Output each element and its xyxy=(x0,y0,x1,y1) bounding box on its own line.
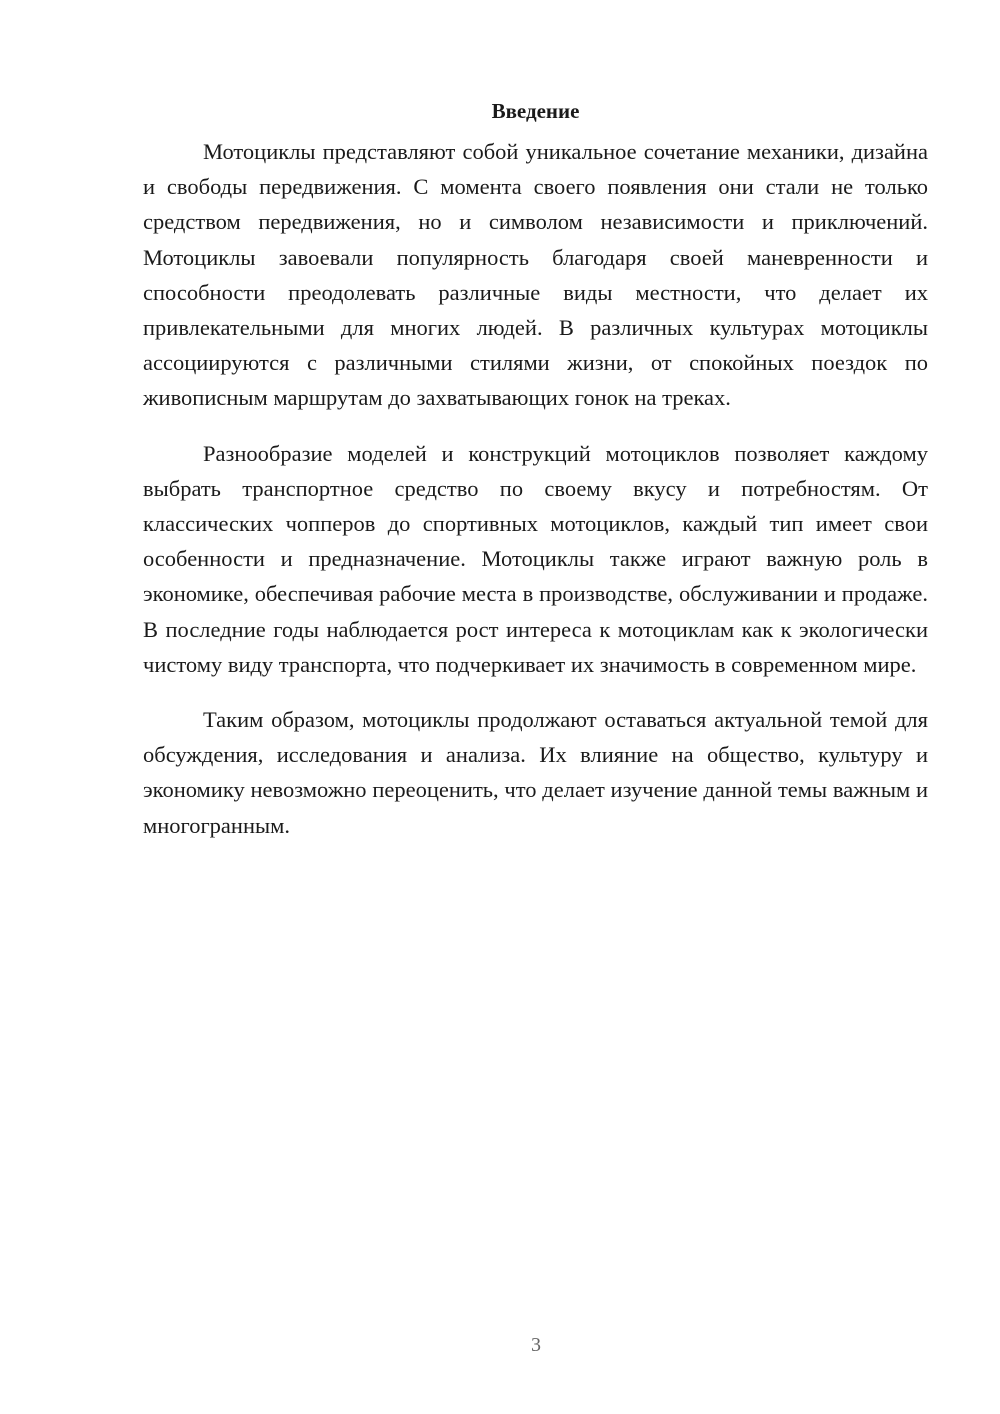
document-body xyxy=(143,96,928,843)
paragraph-3: Таким образом, мотоциклы продолжают оставаться актуальной темой для обсуждения, исследования и анализа. Их влияние на общество, культуру и экономику невозможно переоценить, что делает изучение данной темы важным и многогранным. xyxy=(143,707,928,838)
section-heading: Введение xyxy=(491,99,580,123)
paragraph-2: Разнообразие моделей и конструкций мотоциклов позволяет каждому выбрать транспортное средство по своему вкусу и потребностям. От классических чопперов до спортивных мотоциклов, каждый тип имеет свои особенности и предназначение. Мотоциклы также играют важную роль в экономике, обеспечивая рабочие места в производстве, обслуживании и продаже. В последние годы наблюдается рост интереса к мотоциклам как к экологически чистому виду транспорта, что подчеркивает их значимость в современном мире. xyxy=(143,440,928,677)
paragraph-1: Мотоциклы представляют собой уникальное сочетание механики, дизайна и свободы передвижения. С момента своего появления они стали не только средством передвижения, но и символом независимости и приключений. Мотоциклы завоевали популярность благодаря своей маневренности и способности преодолевать различные виды местности, что делает их привлекательными для многих людей. В различных культурах мотоциклы ассоциируются с различными стилями жизни, от спокойных поездок по живописным маршрутам до захватывающих гонок на треках. xyxy=(143,139,928,411)
page-number: 3 xyxy=(531,1334,541,1356)
